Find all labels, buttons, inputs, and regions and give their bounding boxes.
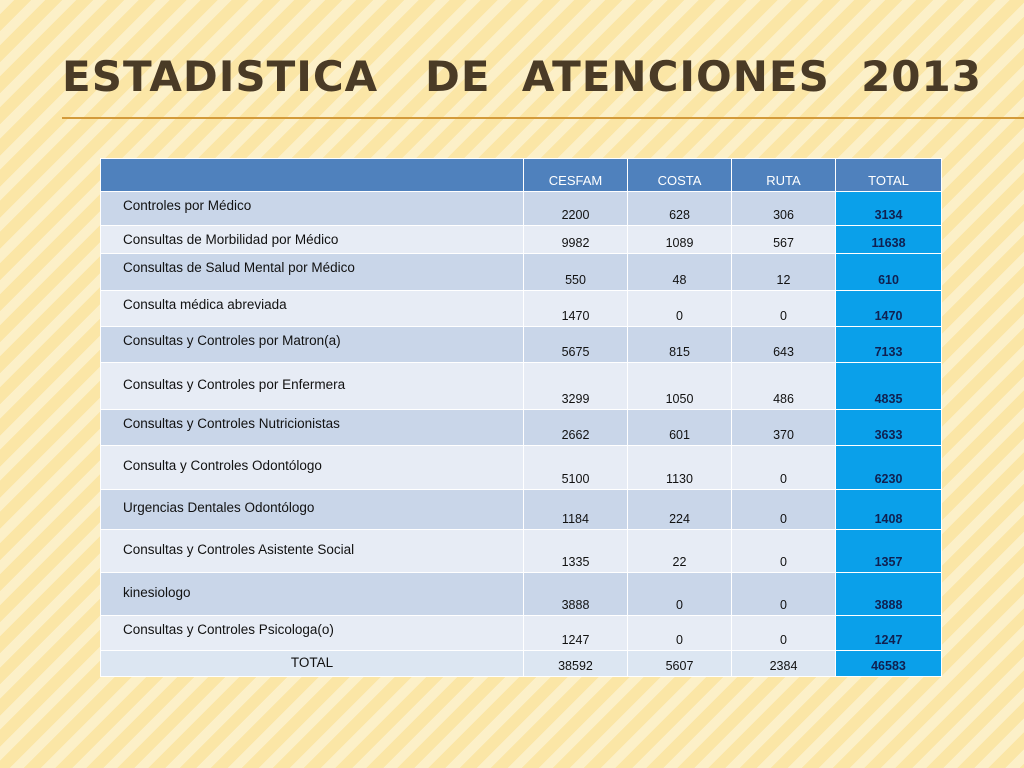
- total-value: 3888: [836, 573, 942, 616]
- table-row: [101, 226, 942, 254]
- table-row: [101, 291, 942, 327]
- header-label: [101, 159, 524, 192]
- title-underline: [62, 117, 1024, 119]
- costa-value: 1050: [628, 363, 732, 410]
- row-label: Consultas y Controles Nutricionistas: [101, 410, 524, 446]
- grand-total: 46583: [836, 651, 942, 677]
- costa-value: 601: [628, 410, 732, 446]
- table-row: [101, 327, 942, 363]
- cesfam-value: 1184: [524, 490, 628, 530]
- table-row: [101, 490, 942, 530]
- row-label: Urgencias Dentales Odontólogo: [101, 490, 524, 530]
- row-label: Consultas y Controles por Matron(a): [101, 327, 524, 363]
- total-value: 4835: [836, 363, 942, 410]
- total-value: 11638: [836, 226, 942, 254]
- cesfam-value: 1247: [524, 616, 628, 651]
- ruta-value: 0: [732, 446, 836, 490]
- cesfam-value: 5100: [524, 446, 628, 490]
- table-header-row: [101, 159, 942, 192]
- cesfam-value: 1335: [524, 530, 628, 573]
- ruta-value: 370: [732, 410, 836, 446]
- table-row: [101, 573, 942, 616]
- row-label: Consulta médica abreviada: [101, 291, 524, 327]
- costa-value: 815: [628, 327, 732, 363]
- total-value: 1408: [836, 490, 942, 530]
- ruta-value: 0: [732, 291, 836, 327]
- total-value: 6230: [836, 446, 942, 490]
- table-row: [101, 192, 942, 226]
- ruta-value: 306: [732, 192, 836, 226]
- row-label: Consulta y Controles Odontólogo: [101, 446, 524, 490]
- cesfam-value: 2662: [524, 410, 628, 446]
- ruta-value: 0: [732, 490, 836, 530]
- ruta-value: 486: [732, 363, 836, 410]
- ruta-value: 0: [732, 573, 836, 616]
- total-row-label: TOTAL: [101, 651, 524, 677]
- costa-value: 1130: [628, 446, 732, 490]
- ruta-value: 643: [732, 327, 836, 363]
- row-label: Consultas y Controles Psicologa(o): [101, 616, 524, 651]
- table-row: [101, 410, 942, 446]
- table-row: [101, 363, 942, 410]
- table-row: [101, 616, 942, 651]
- costa-value: 1089: [628, 226, 732, 254]
- row-label: Consultas de Salud Mental por Médico: [101, 254, 524, 291]
- total-value: 1357: [836, 530, 942, 573]
- page-title: ESTADISTICA DE ATENCIONES 2013: [62, 52, 982, 101]
- row-label: Controles por Médico: [101, 192, 524, 226]
- ruta-value: 567: [732, 226, 836, 254]
- ruta-value: 12: [732, 254, 836, 291]
- total-value: 7133: [836, 327, 942, 363]
- cesfam-value: 550: [524, 254, 628, 291]
- row-label: Consultas y Controles por Enfermera: [101, 363, 524, 410]
- cesfam-value: 3299: [524, 363, 628, 410]
- header-total: TOTAL: [836, 159, 942, 192]
- table-row: [101, 446, 942, 490]
- cesfam-value: 3888: [524, 573, 628, 616]
- header-ruta: RUTA: [732, 159, 836, 192]
- row-label: kinesiologo: [101, 573, 524, 616]
- costa-value: 0: [628, 573, 732, 616]
- total-value: 1247: [836, 616, 942, 651]
- costa-sum: 5607: [628, 651, 732, 677]
- row-label: Consultas de Morbilidad por Médico: [101, 226, 524, 254]
- table-row: [101, 530, 942, 573]
- total-value: 3633: [836, 410, 942, 446]
- row-label: Consultas y Controles Asistente Social: [101, 530, 524, 573]
- costa-value: 628: [628, 192, 732, 226]
- ruta-value: 0: [732, 530, 836, 573]
- ruta-value: 0: [732, 616, 836, 651]
- statistics-table: [100, 158, 942, 677]
- total-value: 610: [836, 254, 942, 291]
- costa-value: 48: [628, 254, 732, 291]
- cesfam-value: 5675: [524, 327, 628, 363]
- table-row: [101, 254, 942, 291]
- total-value: 3134: [836, 192, 942, 226]
- costa-value: 22: [628, 530, 732, 573]
- header-cesfam: CESFAM: [524, 159, 628, 192]
- cesfam-value: 1470: [524, 291, 628, 327]
- ruta-sum: 2384: [732, 651, 836, 677]
- cesfam-sum: 38592: [524, 651, 628, 677]
- total-value: 1470: [836, 291, 942, 327]
- costa-value: 224: [628, 490, 732, 530]
- cesfam-value: 2200: [524, 192, 628, 226]
- costa-value: 0: [628, 616, 732, 651]
- table-total-row: [101, 651, 942, 677]
- header-costa: COSTA: [628, 159, 732, 192]
- cesfam-value: 9982: [524, 226, 628, 254]
- costa-value: 0: [628, 291, 732, 327]
